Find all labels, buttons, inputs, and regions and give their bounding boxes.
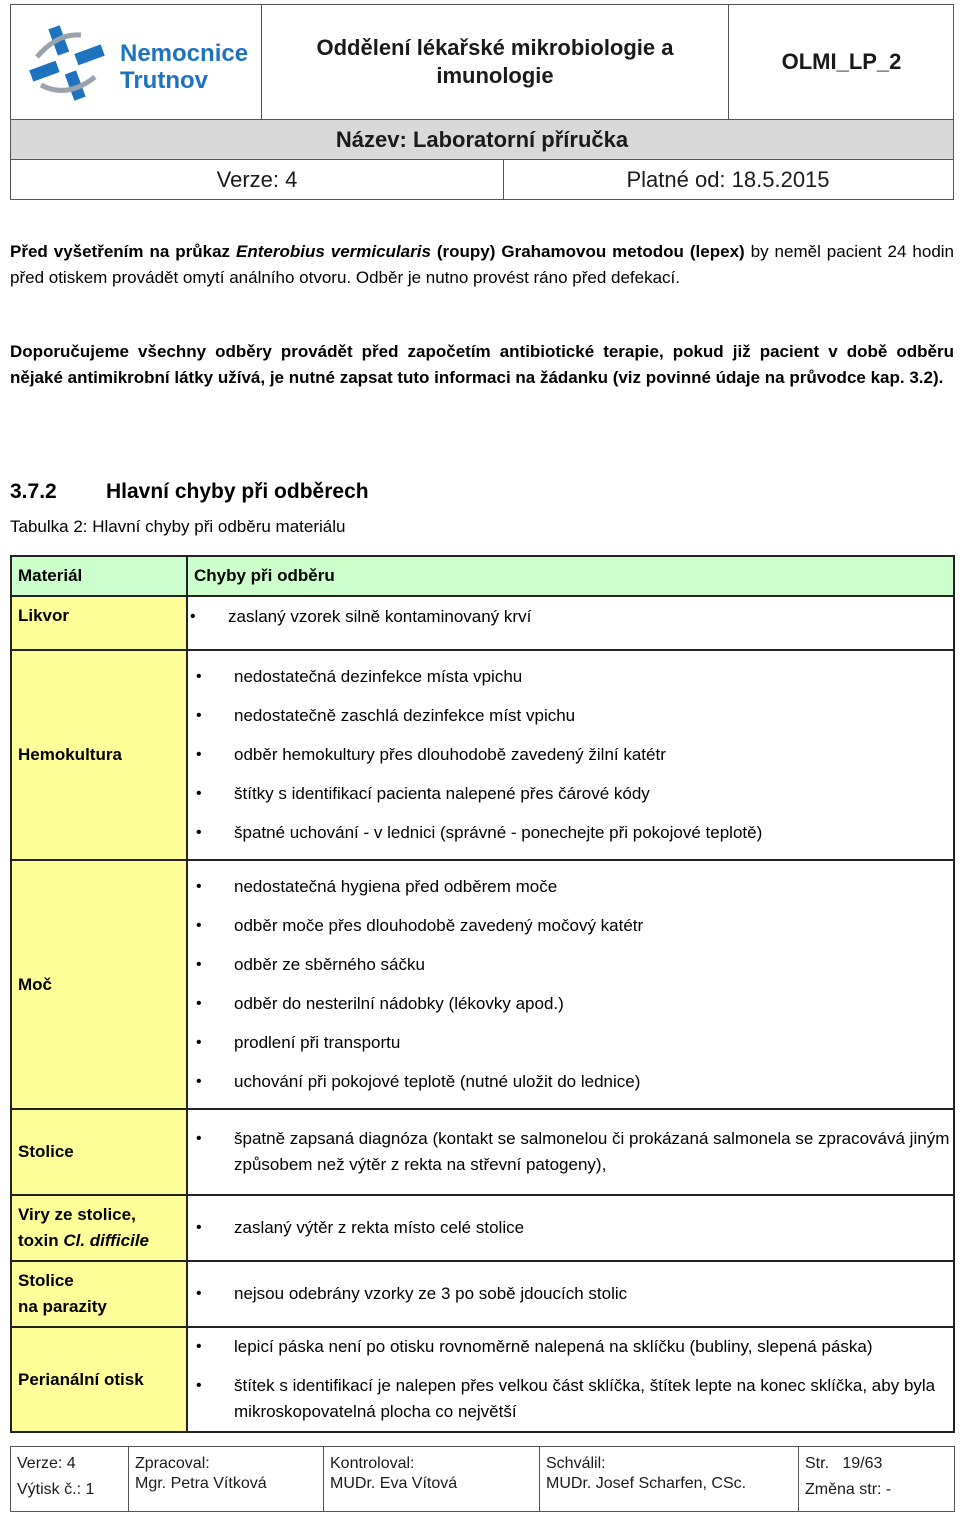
- list-item: • prodlení při transportu: [188, 1030, 953, 1056]
- list-item: • odběr do nesterilní nádobky (lékovky apod.): [188, 991, 953, 1017]
- table-row: [11, 596, 954, 650]
- table-row: [11, 860, 954, 1109]
- para1-part1: Před vyšetřením na průkaz: [10, 242, 236, 261]
- footer-prepared-name: Mgr. Petra Vítková: [135, 1475, 267, 1492]
- material-cell: Stolice: [11, 1109, 187, 1195]
- list-item: • štítek s identifikací je nalepen přes velkou část sklíčka, štítek lepte na konec sklíčka, aby byla mikroskopovatelná plocha co největší: [188, 1373, 953, 1425]
- table-header-row: [11, 556, 954, 596]
- logo-wordmark: [120, 40, 248, 94]
- section-heading: [10, 480, 369, 504]
- document-code: OLMI_LP_2: [781, 49, 902, 74]
- para1-italic: Enterobius vermicularis: [236, 242, 431, 261]
- department-title: Oddělení lékařské mikrobiologie a imunologie: [262, 4, 729, 120]
- table-row: [11, 1195, 954, 1261]
- footer-approved-name: MUDr. Josef Scharfen, CSc.: [546, 1475, 747, 1492]
- table-row: [11, 1109, 954, 1195]
- list-item: • špatně zapsaná diagnóza (kontakt se salmonelou či prokázaná salmonela se zpracovává jiným způsobem než výtěr z rekta na střevní patogeny),: [188, 1126, 953, 1178]
- footer-print-no: Výtisk č.: 1: [17, 1481, 95, 1498]
- para1-rest: by neměl pacient 24 hodin před otiskem provádět omytí análního otvoru. Odběr je nutno provést ráno před defekací.: [10, 242, 955, 287]
- footer-prepared-cell: [129, 1447, 324, 1512]
- list-item: • odběr ze sběrného sáčku: [188, 952, 953, 978]
- material-cell: Hemokultura: [11, 650, 187, 860]
- footer-checked-cell: [324, 1447, 540, 1512]
- material-line: Viry ze stolice,: [18, 1205, 136, 1224]
- logo-line-1: Nemocnice: [120, 40, 249, 67]
- footer-checked-name: MUDr. Eva Vítová: [330, 1475, 458, 1492]
- list-item: • odběr moče přes dlouhodobě zavedený močový katétr: [188, 913, 953, 939]
- list-item: • nejsou odebrány vzorky ze 3 po sobě jdoucích stolic: [188, 1281, 953, 1307]
- list-item: • lepicí páska není po otisku rovnoměrně nalepená na sklíčku (bubliny, slepená páska): [188, 1334, 953, 1360]
- list-item: • špatné uchování - v lednici (správné - ponechejte při pokojové teplotě): [188, 820, 953, 846]
- logo-line-2: Trutnov: [120, 67, 208, 94]
- list-item: • zaslaný výtěr z rekta místo celé stolice: [188, 1215, 953, 1241]
- version-row: [10, 160, 954, 200]
- footer-version: Verze: 4: [17, 1455, 76, 1472]
- errors-cell: [187, 596, 954, 650]
- material-line: Stolice: [18, 1271, 74, 1290]
- material-line: na parazity: [18, 1297, 107, 1316]
- material-cell: Moč: [11, 860, 187, 1109]
- table-row: [11, 1261, 954, 1327]
- hospital-logo-icon: [22, 18, 112, 108]
- errors-cell: [187, 1109, 954, 1195]
- list-item: • nedostatečná dezinfekce místa vpichu: [188, 664, 953, 690]
- list-item: • nedostatečně zaschlá dezinfekce míst vpichu: [188, 703, 953, 729]
- errors-cell: [187, 1261, 954, 1327]
- material-cell: Likvor: [11, 596, 187, 650]
- paragraph-enterobius: [10, 239, 954, 291]
- table-row: [11, 1327, 954, 1432]
- footer-version-cell: [11, 1447, 129, 1512]
- list-item: • zaslaný vzorek silně kontaminovaný krví: [182, 604, 953, 630]
- footer-approved-label: Schválil:: [546, 1455, 606, 1472]
- footer-page-cell: [799, 1447, 955, 1512]
- logo-cell: [10, 4, 262, 120]
- footer-prepared-label: Zpracoval:: [135, 1455, 210, 1472]
- material-italic: Cl. difficile: [63, 1231, 149, 1250]
- header-valid-from: Platné od: 18.5.2015: [626, 166, 830, 192]
- list-item: • odběr hemokultury přes dlouhodobě zavedený žilní katétr: [188, 742, 953, 768]
- list-item: • nedostatečná hygiena před odběrem moče: [188, 874, 953, 900]
- footer-page-value: 19/63: [842, 1455, 883, 1472]
- errors-cell: [187, 650, 954, 860]
- material-line: toxin: [18, 1231, 64, 1250]
- col-header-errors: Chyby při odběru: [187, 556, 954, 596]
- header-version: Verze: 4: [11, 160, 504, 199]
- table-caption: Tabulka 2: Hlavní chyby při odběru materiálu: [10, 517, 346, 536]
- errors-cell: [187, 860, 954, 1109]
- footer-checked-label: Kontroloval:: [330, 1455, 415, 1472]
- para1-part2: (roupy) Grahamovou metodou (lepex): [430, 242, 745, 261]
- list-item: • uchování při pokojové teplotě (nutné uložit do lednice): [188, 1069, 953, 1095]
- paragraph-recommendation: Doporučujeme všechny odběry provádět před započetím antibiotické terapie, pokud již pacient v době odběru nějaké antimikrobní látky užívá, je nutné zapsat tuto informaci na žádanku (viz povinné údaje na průvodce kap. 3.2).: [10, 342, 954, 387]
- section-number: 3.7.2: [10, 480, 57, 503]
- errors-cell: [187, 1195, 954, 1261]
- section-title: Hlavní chyby při odběrech: [106, 480, 369, 503]
- footer-page-label: Str.: [805, 1455, 830, 1472]
- errors-table: [10, 555, 955, 1433]
- list-item: • štítky s identifikací pacienta nalepené přes čárové kódy: [188, 781, 953, 807]
- footer-table: [10, 1446, 955, 1512]
- table-row: [11, 650, 954, 860]
- material-cell: [11, 1195, 187, 1261]
- document-title: Název: Laboratorní příručka: [10, 120, 954, 160]
- col-header-material: Materiál: [11, 556, 187, 596]
- material-cell: Perianální otisk: [11, 1327, 187, 1432]
- errors-cell: [187, 1327, 954, 1432]
- material-cell: [11, 1261, 187, 1327]
- footer-change-page: Změna str: -: [805, 1481, 892, 1498]
- footer-approved-cell: [540, 1447, 799, 1512]
